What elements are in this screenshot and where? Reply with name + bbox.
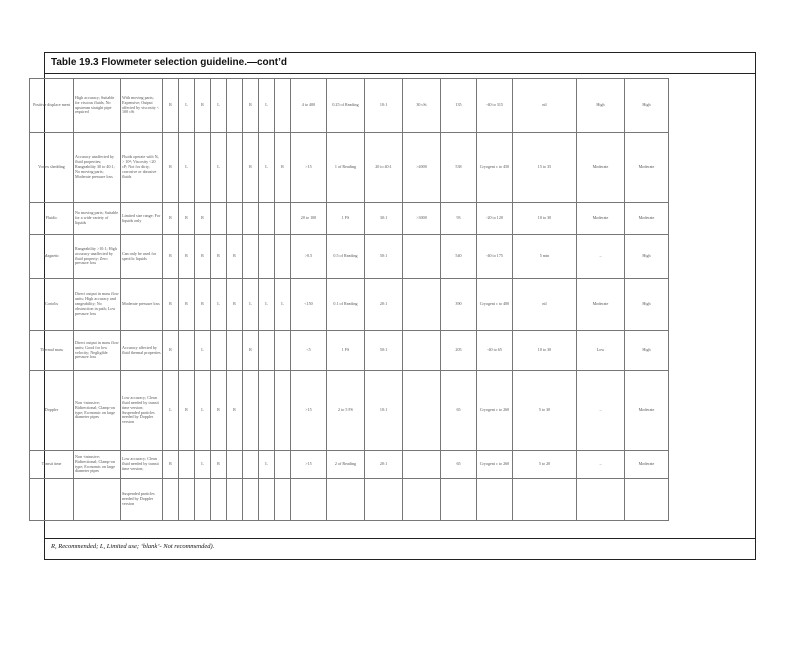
table-cell: L bbox=[211, 79, 227, 133]
table-cell bbox=[477, 479, 513, 521]
table-cell: Rangeability >10:1; High accuracy unaffected by fluid property; Zero pressure loss bbox=[74, 235, 121, 279]
table-cell: High bbox=[625, 279, 669, 331]
table-cell: 10:1 bbox=[365, 79, 403, 133]
table-cell: R bbox=[211, 451, 227, 479]
table-cell: 540 bbox=[441, 235, 477, 279]
table-cell bbox=[259, 203, 275, 235]
meter-type-cell: Transit time bbox=[30, 451, 74, 479]
table-cell: 0.5 of Reading bbox=[327, 235, 365, 279]
table-cell: Moderate bbox=[577, 133, 625, 203]
table-cell: 65 bbox=[441, 371, 477, 451]
table-cell bbox=[227, 451, 243, 479]
table-cell: R bbox=[163, 133, 179, 203]
table-cell bbox=[195, 133, 211, 203]
table-cell bbox=[243, 203, 259, 235]
table-cell: High accuracy; Suitable for viscous fluids; No upstream straight pipe required bbox=[74, 79, 121, 133]
meter-type-cell: Doppler bbox=[30, 371, 74, 451]
table-row-positive-displacement bbox=[30, 79, 669, 133]
table-cell: High bbox=[625, 331, 669, 371]
table-cell: No moving parts; Suitable for a wide variety of liquids bbox=[74, 203, 121, 235]
table-cell bbox=[625, 479, 669, 521]
table-cell: R bbox=[163, 235, 179, 279]
table-cell bbox=[403, 235, 441, 279]
table-cell bbox=[291, 479, 327, 521]
table-cell bbox=[275, 79, 291, 133]
table-cell: 10:1 bbox=[365, 371, 403, 451]
table-cell: Moderate bbox=[625, 371, 669, 451]
table-cell: R bbox=[163, 451, 179, 479]
table-cell: 2 of Reading bbox=[327, 451, 365, 479]
table-cell: L bbox=[259, 79, 275, 133]
table-cell bbox=[403, 331, 441, 371]
table-cell: 20:1 bbox=[365, 451, 403, 479]
table-cell bbox=[211, 331, 227, 371]
table-cell: L bbox=[211, 279, 227, 331]
table-cell: R bbox=[163, 203, 179, 235]
table-cell: Fluids operate with Nₑ > 10⁴; Viscosity <20 cP; Not for dirty, corrosive or abrasive fluids bbox=[121, 133, 163, 203]
meter-type-cell: Thermal mass bbox=[30, 331, 74, 371]
table-cell bbox=[577, 479, 625, 521]
table-cell: 135 bbox=[441, 79, 477, 133]
table-cell: 5 to 30 bbox=[513, 371, 577, 451]
table-cell: L bbox=[259, 451, 275, 479]
table-cell: High bbox=[625, 235, 669, 279]
table-cell bbox=[243, 479, 259, 521]
meter-type-cell: Fluidic bbox=[30, 203, 74, 235]
table-cell bbox=[227, 79, 243, 133]
table-cell: Moderate bbox=[577, 279, 625, 331]
table-cell: <150 bbox=[291, 279, 327, 331]
table-cell: 30 cSt bbox=[403, 79, 441, 133]
table-cell bbox=[74, 479, 121, 521]
table-cell: L bbox=[163, 371, 179, 451]
table-cell: Moderate bbox=[625, 451, 669, 479]
table-cell: nil bbox=[513, 79, 577, 133]
table-cell: 538 bbox=[441, 133, 477, 203]
table-cell: Cryogeni c to 450 bbox=[477, 133, 513, 203]
table-cell: 20:1 bbox=[365, 279, 403, 331]
table-cell bbox=[403, 371, 441, 451]
table-cell: R bbox=[179, 203, 195, 235]
table-cell: Moderate bbox=[625, 133, 669, 203]
table-cell: R bbox=[179, 279, 195, 331]
table-cell bbox=[365, 479, 403, 521]
table-cell: Accuracy unaffected by fluid properties; Rangeability 30 to 40:1; No moving parts; Moderate pressure loss bbox=[74, 133, 121, 203]
table-cell: – bbox=[577, 371, 625, 451]
table-cell: 20 to 100 bbox=[291, 203, 327, 235]
table-cell: – bbox=[577, 451, 625, 479]
table-cell bbox=[275, 331, 291, 371]
table-cell: – bbox=[577, 235, 625, 279]
table-cell: Cryogeni c to 260 bbox=[477, 371, 513, 451]
table-cell: 390 bbox=[441, 279, 477, 331]
table-cell: -40 to 315 bbox=[477, 79, 513, 133]
table-cell: L bbox=[179, 79, 195, 133]
table-row-transit-time bbox=[30, 451, 669, 479]
table-cell: L bbox=[195, 331, 211, 371]
table-cell bbox=[179, 479, 195, 521]
table-cell: R bbox=[227, 371, 243, 451]
table-cell: 1 of Reading bbox=[327, 133, 365, 203]
table-cell bbox=[243, 451, 259, 479]
table-cell: L bbox=[195, 371, 211, 451]
table-cell: Suspended particles needed by Doppler version bbox=[121, 479, 163, 521]
table-cell bbox=[243, 235, 259, 279]
table-cell: R bbox=[211, 371, 227, 451]
table-cell: >4000 bbox=[403, 133, 441, 203]
table-cell: R bbox=[163, 331, 179, 371]
table-cell: R bbox=[195, 235, 211, 279]
table-cell: R bbox=[275, 133, 291, 203]
table-cell bbox=[403, 451, 441, 479]
table-cell: High bbox=[577, 79, 625, 133]
table-cell bbox=[211, 203, 227, 235]
meter-type-cell: Vortex shedding bbox=[30, 133, 74, 203]
table-cell bbox=[259, 331, 275, 371]
table-cell: 4 to 400 bbox=[291, 79, 327, 133]
table-cell bbox=[163, 479, 179, 521]
table-cell: R bbox=[243, 133, 259, 203]
table-cell: L bbox=[179, 133, 195, 203]
table-cell: L bbox=[259, 279, 275, 331]
table-cell bbox=[179, 331, 195, 371]
table-cell: Moderate pressure loss bbox=[121, 279, 163, 331]
meter-type-cell: Coriolis bbox=[30, 279, 74, 331]
table-cell: Direct output in mass flow units; Good for low velocity; Negligible pressure loss bbox=[74, 331, 121, 371]
table-cell: 50:1 bbox=[365, 235, 403, 279]
table-cell: R bbox=[179, 235, 195, 279]
table-cell: R bbox=[243, 331, 259, 371]
table-cell: 10 to 30 bbox=[513, 331, 577, 371]
table-cell: R bbox=[227, 235, 243, 279]
table-cell bbox=[211, 479, 227, 521]
table-cell: R bbox=[195, 279, 211, 331]
table-cell: L bbox=[275, 279, 291, 331]
table-cell: Non -intrusive; Bidirectional; Clamp-on type; Economic on large diameter pipes bbox=[74, 451, 121, 479]
meter-type-cell: Magnetic bbox=[30, 235, 74, 279]
table-cell: L bbox=[259, 133, 275, 203]
table-cell: R bbox=[195, 79, 211, 133]
table-row-magnetic bbox=[30, 235, 669, 279]
table-cell: 50:1 bbox=[365, 331, 403, 371]
table-cell: Cryogeni c to 400 bbox=[477, 279, 513, 331]
table-cell: R bbox=[179, 371, 195, 451]
table-cell: 5 to 20 bbox=[513, 451, 577, 479]
table-row-doppler bbox=[30, 371, 669, 451]
table-cell bbox=[259, 479, 275, 521]
table-cell: 65 bbox=[441, 451, 477, 479]
table-cell bbox=[195, 479, 211, 521]
table-cell: 1 FS bbox=[327, 203, 365, 235]
table-cell bbox=[327, 479, 365, 521]
table-cell: 2 to 5 FS bbox=[327, 371, 365, 451]
table-cell: 0.25 of Reading bbox=[327, 79, 365, 133]
table-cell: >0.5 bbox=[291, 235, 327, 279]
table-cell: R bbox=[243, 79, 259, 133]
table-cell bbox=[227, 331, 243, 371]
table-cell: Direct output in mass flow units; High accuracy and rangeability; No obstruction in path; Low pressure loss bbox=[74, 279, 121, 331]
table-cell bbox=[227, 133, 243, 203]
table-cell bbox=[275, 203, 291, 235]
table-cell: Moderate bbox=[577, 203, 625, 235]
table-cell: 93 bbox=[441, 203, 477, 235]
table-cell: With moving parts; Expensive; Output affected by viscosity < 100 cSt bbox=[121, 79, 163, 133]
table-cell bbox=[513, 479, 577, 521]
table-row-transit-time-cont bbox=[30, 479, 669, 521]
table-footnote: R, Recommended; L, Limited use; ‘blank’- Not recommended). bbox=[51, 543, 215, 550]
table-cell: Moderate bbox=[625, 203, 669, 235]
table-cell: Accuracy affected by fluid thermal properties bbox=[121, 331, 163, 371]
table-cell bbox=[243, 371, 259, 451]
table-cell: R bbox=[227, 279, 243, 331]
table-cell bbox=[275, 451, 291, 479]
table-cell: -40 to 65 bbox=[477, 331, 513, 371]
table-cell bbox=[259, 235, 275, 279]
table-cell: nil bbox=[513, 279, 577, 331]
table-cell: R bbox=[211, 235, 227, 279]
flowmeter-table bbox=[29, 78, 669, 521]
table-cell: 10 to 30 bbox=[513, 203, 577, 235]
table-cell: R bbox=[163, 79, 179, 133]
table-cell: L bbox=[211, 133, 227, 203]
table-cell: Low accuracy; Clean fluid needed by transit time version; Suspended particles needed by Doppler version bbox=[121, 371, 163, 451]
table-cell: >3000 bbox=[403, 203, 441, 235]
table-cell: Can only be used for specific liquids bbox=[121, 235, 163, 279]
table-cell: 30:1 bbox=[365, 203, 403, 235]
meter-type-cell: Positive displace ment bbox=[30, 79, 74, 133]
table-row-fluidic bbox=[30, 203, 669, 235]
table-cell: L bbox=[243, 279, 259, 331]
table-row-vortex-shedding bbox=[30, 133, 669, 203]
table-cell: R bbox=[195, 203, 211, 235]
table-cell bbox=[441, 479, 477, 521]
table-cell: 20 to 40:1 bbox=[365, 133, 403, 203]
table-cell bbox=[227, 203, 243, 235]
table-cell bbox=[403, 479, 441, 521]
table-cell bbox=[179, 451, 195, 479]
table-cell bbox=[275, 479, 291, 521]
table-cell bbox=[275, 235, 291, 279]
table-cell: High bbox=[625, 79, 669, 133]
table-cell: Cryogeni c to 260 bbox=[477, 451, 513, 479]
table-cell: L bbox=[195, 451, 211, 479]
table-cell bbox=[275, 371, 291, 451]
table-cell: R bbox=[163, 279, 179, 331]
table-cell: >15 bbox=[291, 451, 327, 479]
table-cell: 1 FS bbox=[327, 331, 365, 371]
table-row-thermal-mass bbox=[30, 331, 669, 371]
meter-type-cell bbox=[30, 479, 74, 521]
table-cell: 205 bbox=[441, 331, 477, 371]
table-cell: 0.1 of Reading bbox=[327, 279, 365, 331]
table-cell: Limited size range; For liquids only bbox=[121, 203, 163, 235]
footnote-divider bbox=[45, 538, 755, 539]
table-cell: <5 bbox=[291, 331, 327, 371]
table-cell bbox=[259, 371, 275, 451]
table-cell: Low accuracy; Clean fluid needed by transit time version; bbox=[121, 451, 163, 479]
table-cell: Low bbox=[577, 331, 625, 371]
table-cell: -20 to 120 bbox=[477, 203, 513, 235]
table-cell: 5 min bbox=[513, 235, 577, 279]
table-cell: -40 to 175 bbox=[477, 235, 513, 279]
table-cell: >15 bbox=[291, 133, 327, 203]
table-cell: 15 to 35 bbox=[513, 133, 577, 203]
table-cell: >15 bbox=[291, 371, 327, 451]
table-cell bbox=[227, 479, 243, 521]
table-cell bbox=[403, 279, 441, 331]
table-row-coriolis bbox=[30, 279, 669, 331]
table-cell: Non -intrusive; Bidirectional; Clamp-on type; Economic on large diameter pipes bbox=[74, 371, 121, 451]
table-title: Table 19.3 Flowmeter selection guideline.—cont’d bbox=[45, 53, 755, 74]
